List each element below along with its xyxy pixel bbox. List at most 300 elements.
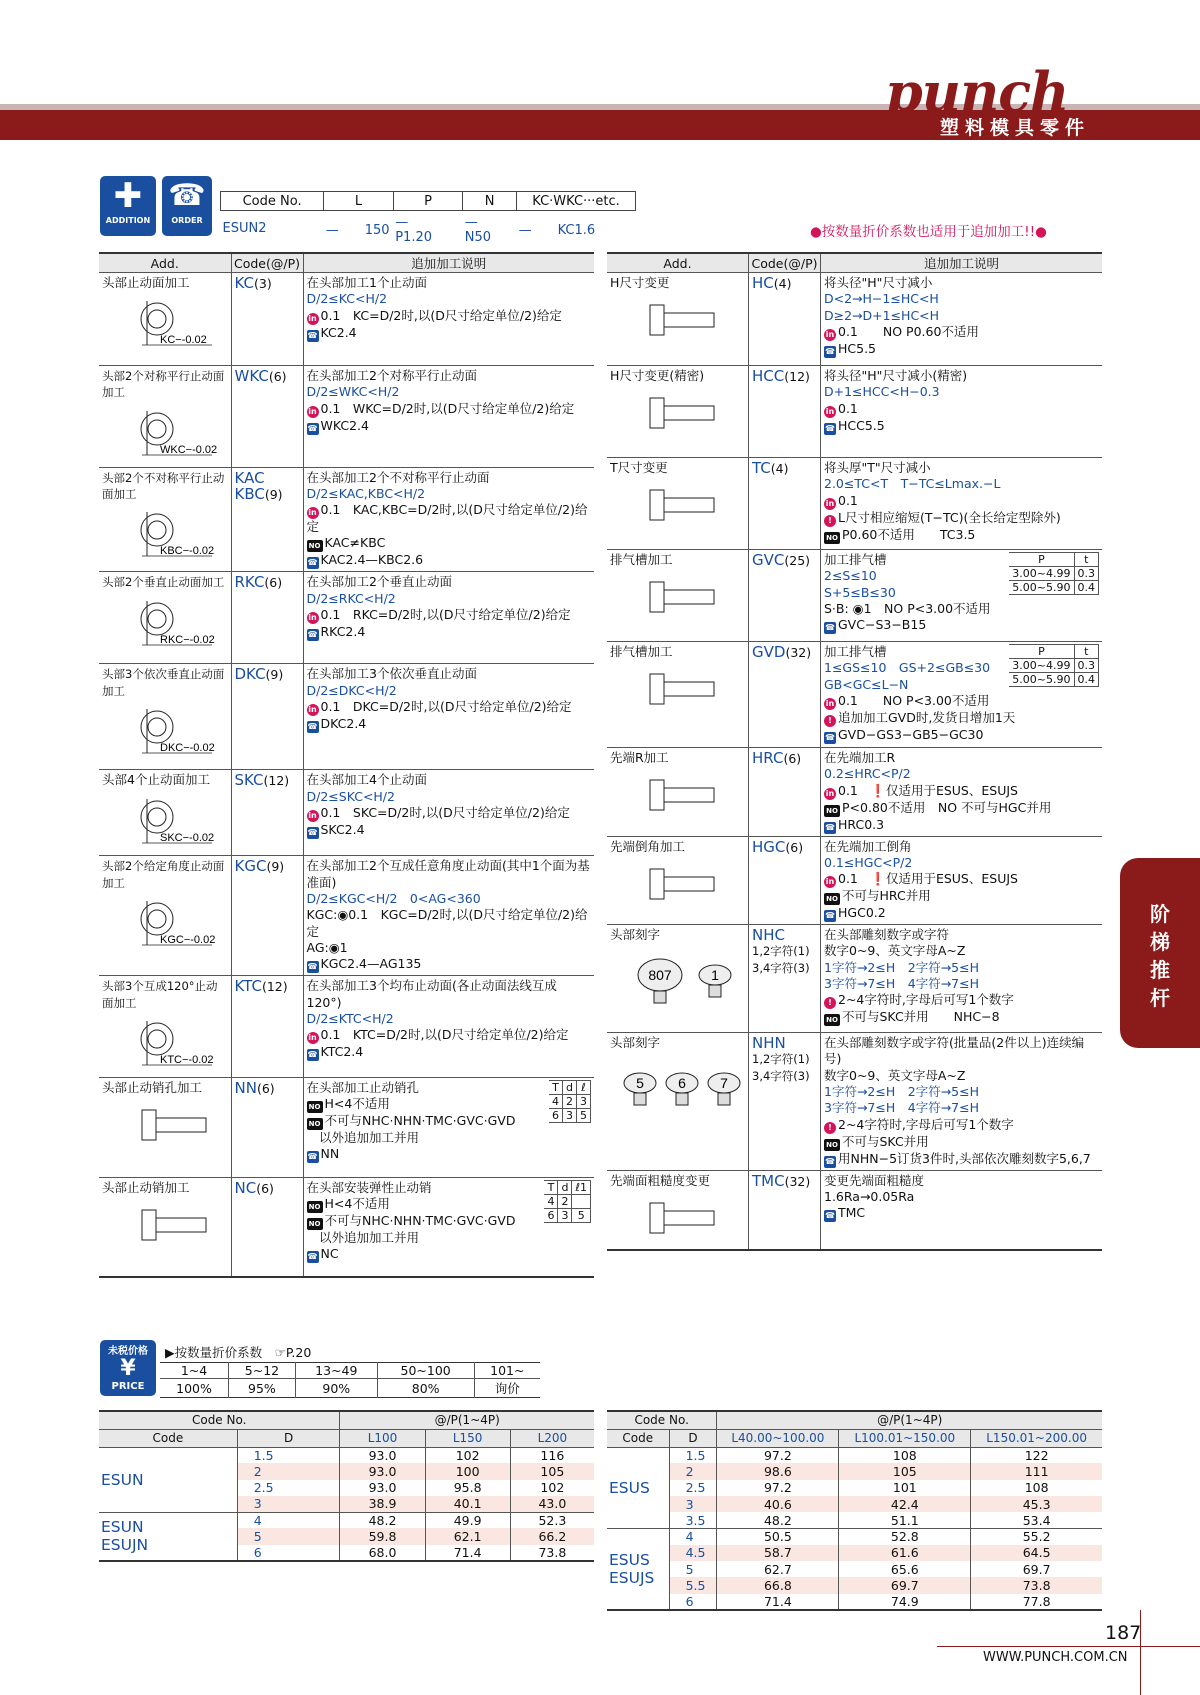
dimension-diagram — [112, 793, 222, 853]
desc-line: ☎ KC2.4 — [307, 324, 357, 340]
unit-price: 52.8 — [839, 1528, 971, 1544]
machining-desc-cell — [821, 550, 1103, 642]
machining-code: HRC(6) — [752, 749, 802, 767]
desc-line: ☎ SKC2.4 — [307, 822, 365, 838]
desc-line: ☎ GVC−S3−B15 — [825, 617, 927, 633]
pin-diagram — [620, 295, 730, 345]
unit-price: 116 — [510, 1447, 594, 1463]
desc-line: in 0.1 RKC=D/2时,以(D尺寸给定单位/2)给定 — [308, 607, 571, 623]
desc-line: in 0.1 NO P<3.00不适用 — [825, 692, 990, 708]
unit-price: 48.2 — [340, 1512, 425, 1528]
desc-line: NO 不可与NHC·NHN·TMC·GVC·GVD — [307, 1213, 592, 1230]
desc-line: 0.1≤HGC<P/2 — [824, 854, 913, 870]
order-example-icon: ☎ — [307, 1252, 318, 1262]
machining-desc-cell — [821, 1170, 1103, 1250]
machining-desc-cell — [821, 642, 1103, 748]
product-code: ESUS — [609, 1478, 650, 1497]
qty-range: 5~12 — [229, 1363, 296, 1379]
desc-line: in 0.1 SKC=D/2时,以(D尺寸给定单位/2)给定 — [308, 805, 570, 821]
machining-code: NN(6) — [234, 1078, 275, 1097]
footer-rule — [937, 1646, 1200, 1647]
svg-text:KTC−-0.02: KTC−-0.02 — [160, 1053, 214, 1066]
warning-icon: ! — [824, 715, 836, 727]
desc-line: 数字0~9、英文字母A~Z — [824, 943, 966, 959]
machining-charge: 1,2字符(1) 3,4字符(3) — [752, 1052, 810, 1083]
machining-row — [607, 550, 1102, 642]
price-row — [607, 1480, 1102, 1496]
machining-name: H尺寸变更(精密) — [610, 368, 705, 383]
machining-code-cell — [749, 642, 821, 748]
machining-code: NHC — [752, 926, 785, 945]
machining-desc-cell — [821, 836, 1103, 925]
unit-price: 61.6 — [839, 1545, 971, 1561]
machining-code-cell — [749, 1033, 821, 1170]
unit-price: 111 — [971, 1463, 1102, 1479]
desc-line: in 0.1 NO P0.60不适用 — [825, 323, 979, 339]
pin-diagram — [620, 572, 730, 622]
col-code: Code(@/P) — [231, 253, 303, 273]
qty-range: 101~ — [474, 1363, 540, 1379]
code-header-cell: Code No. — [221, 192, 324, 211]
desc-title: 在先端加工倒角 — [824, 838, 912, 854]
price-subhead: Code — [607, 1429, 669, 1447]
pin-diagram — [620, 1193, 730, 1243]
qty-range: 50~100 — [377, 1363, 474, 1379]
machining-row — [99, 664, 594, 770]
machining-code: KAC KBC(9) — [234, 468, 283, 503]
machining-name: 头部2个对称平行止动面加工 — [102, 369, 225, 400]
pin-diagram — [620, 480, 730, 530]
machining-desc-cell — [821, 273, 1103, 366]
svg-text:KBC−-0.02: KBC−-0.02 — [160, 545, 215, 558]
desc-line: D≥2→D+1≤HC<H — [824, 307, 940, 323]
machining-code-cell — [749, 273, 821, 366]
desc-line: 数字0~9、英文字母A~Z — [824, 1067, 966, 1083]
machining-name: 头部3个互成120°止动面加工 — [102, 979, 218, 1010]
price-subhead: L100 — [340, 1429, 425, 1447]
desc-line: S·B: ◉1 NO P<3.00不适用 — [824, 600, 991, 616]
machining-name-cell — [607, 273, 749, 366]
desc-title: 在头部雕刻数字或字符(批量品(2件以上)连续编号) — [824, 1035, 1085, 1067]
engraving-label: 1 — [711, 967, 719, 984]
desc-line: NO H<4不适用 — [307, 1096, 592, 1113]
machining-code: SKC(12) — [234, 771, 290, 790]
unit-price: 66.2 — [510, 1528, 594, 1544]
desc-title: 在头部加工2个互成任意角度止动面(其中1个面为基准面) — [306, 858, 590, 890]
unit-price: 95.8 — [425, 1480, 510, 1496]
desc-title: 在头部雕刻数字或字符 — [824, 927, 950, 943]
code-header-cell: L — [324, 192, 394, 211]
machining-code: KC(3) — [234, 274, 272, 292]
machining-charge: (32) — [785, 645, 812, 660]
machining-code-cell — [749, 836, 821, 925]
machining-charge: (9) — [264, 486, 283, 502]
qty-rate: 询价 — [474, 1379, 540, 1398]
machining-name-cell — [99, 1177, 231, 1277]
mini-spec-table: P t 3.00~4.99 0.3 5.00~5.90 0.4 — [1009, 552, 1099, 595]
price-discount-header: ▶按数量折价系数 ☞P.20 — [165, 1345, 312, 1360]
order-example-icon: ☎ — [307, 558, 318, 568]
mini-spec-table: T d ℓ 4 2 3 6 3 5 — [549, 1080, 591, 1123]
price-row — [99, 1447, 594, 1463]
product-code: ESUN — [101, 1470, 144, 1489]
desc-line: ! L尺寸相应缩短(T−TC)(全长给定型除外) — [824, 510, 1099, 527]
desc-line: 2.0≤TC<T T−TC≤Lmax.−L — [824, 476, 1001, 492]
diameter: 4 — [669, 1528, 717, 1544]
qty-range: 1~4 — [160, 1363, 229, 1379]
machining-row — [99, 467, 594, 572]
desc-line: 1.6Ra→0.05Ra — [824, 1188, 915, 1204]
machining-name: 头部3个依次垂直止动面加工 — [102, 667, 225, 698]
machining-name-cell — [99, 572, 231, 664]
unit-price: 38.9 — [340, 1496, 425, 1512]
machining-row — [99, 856, 594, 976]
desc-line: in 0.1 ❗仅适用于ESUS、ESUJS — [825, 871, 1018, 887]
desc-title: 在头部加工4个止动面 — [306, 772, 427, 788]
mini-spec-table: T d ℓ1 4 2 6 3 5 — [544, 1180, 591, 1223]
unit-price: 101 — [839, 1480, 971, 1496]
engraving-label: 5 — [636, 1075, 644, 1092]
machining-code: NC(6) — [234, 1178, 274, 1197]
desc-line: ☎ WKC2.4 — [307, 417, 369, 433]
desc-line: D/2≤KTC<H/2 — [306, 1010, 394, 1026]
price-row — [607, 1528, 1102, 1544]
qty-rate: 90% — [295, 1379, 377, 1398]
machining-unit-icon: in — [308, 406, 317, 416]
machining-code-cell — [231, 856, 303, 976]
unit-price: 40.6 — [717, 1496, 839, 1512]
price-row — [607, 1594, 1102, 1610]
desc-line: ☎ KGC2.4—AG135 — [307, 956, 422, 972]
desc-line: D/2≤KGC<H/2 0<AG<360 — [306, 891, 481, 907]
price-subhead: D — [237, 1429, 340, 1447]
price-table-esus — [607, 1410, 1102, 1611]
unit-price: 93.0 — [340, 1463, 425, 1479]
machining-name: 头部2个垂直止动面加工 — [102, 575, 225, 590]
unit-price: 53.4 — [971, 1512, 1102, 1528]
dimension-diagram — [112, 1015, 222, 1075]
desc-line: NO P0.60不适用 TC3.5 — [824, 527, 1099, 544]
machining-code-cell — [231, 770, 303, 856]
price-icon: 未税价格 ¥ PRICE — [100, 1340, 156, 1396]
price-subhead: L40.00~100.00 — [717, 1429, 839, 1447]
machining-code: HGC(6) — [752, 837, 804, 856]
desc-title: 将头径"H"尺寸减小(精密) — [824, 368, 968, 383]
unit-price: 51.1 — [839, 1512, 971, 1528]
warning-icon: ! — [824, 997, 836, 1009]
machining-code-cell — [231, 273, 303, 366]
unit-price: 108 — [971, 1480, 1102, 1496]
desc-line: ☎ HC5.5 — [825, 340, 877, 356]
desc-line: ! 2~4字符时,字母后可写1个数字 — [824, 1117, 1099, 1134]
brand-subtitle: 塑料模具零件 — [940, 117, 1091, 139]
desc-line: 1≤GS≤10 GS+2≤GB≤30 — [824, 660, 991, 676]
machining-row — [607, 748, 1102, 837]
desc-title: 将头厚"T"尺寸减小 — [824, 460, 931, 475]
desc-title: 在头部加工3个均布止动面(各止动面法线互成120°) — [306, 978, 557, 1010]
diameter: 4 — [237, 1512, 340, 1528]
unit-price: 62.1 — [425, 1528, 510, 1544]
desc-line: D/2≤KC<H/2 — [306, 291, 388, 307]
order-example-icon: ☎ — [307, 630, 318, 640]
machining-row — [99, 1077, 594, 1177]
desc-line: D+1≤HCC<H−0.3 — [824, 384, 940, 400]
desc-line: 3字符→7≤H 4字符→7≤H — [824, 1100, 980, 1116]
additional-machining-table-left — [99, 252, 594, 1278]
machining-name: 排气槽加工 — [610, 552, 673, 567]
desc-title: 在头部加工2个不对称平行止动面 — [306, 469, 490, 485]
unit-price: 71.4 — [425, 1545, 510, 1561]
machining-charge: (12) — [263, 773, 290, 789]
desc-line: ☎ NN — [307, 1146, 340, 1162]
desc-title: 变更先端面粗糙度 — [824, 1172, 925, 1188]
price-row — [607, 1545, 1102, 1561]
machining-charge: (3) — [254, 276, 272, 291]
machining-code: KGC(9) — [234, 857, 285, 876]
machining-desc-cell — [303, 856, 594, 976]
machining-row — [607, 836, 1102, 925]
machining-code: HC(4) — [752, 274, 792, 292]
machining-desc-cell — [303, 366, 594, 468]
desc-line: ☎ HRC0.3 — [825, 816, 885, 832]
machining-code-cell — [231, 1077, 303, 1177]
machining-row — [99, 366, 594, 468]
unit-price: 42.4 — [839, 1496, 971, 1512]
desc-line: D/2≤WKC<H/2 — [306, 384, 400, 400]
machining-unit-icon: in — [308, 705, 317, 715]
desc-title: 在头部加工3个依次垂直止动面 — [306, 666, 477, 682]
price-subhead: L200 — [510, 1429, 594, 1447]
machining-name: 头部2个给定角度止动面加工 — [102, 859, 225, 890]
desc-line: D/2≤RKC<H/2 — [306, 590, 396, 606]
svg-text:SKC−-0.02: SKC−-0.02 — [160, 831, 215, 844]
machining-name: 头部刻字 — [610, 1035, 661, 1051]
code-example-value: — N50 — [464, 215, 504, 245]
discount-note: ●按数量折价系数也适用于追加加工!!● — [810, 224, 1047, 240]
svg-text:KC−-0.02: KC−-0.02 — [160, 334, 207, 347]
desc-line: 1字符→2≤H 2字符→5≤H — [824, 959, 980, 975]
desc-line: in 0.1 KC=D/2时,以(D尺寸给定单位/2)给定 — [308, 307, 562, 323]
machining-code-cell — [231, 366, 303, 468]
machining-code: HCC(12) — [752, 367, 810, 385]
machining-charge: (6) — [268, 369, 287, 384]
pin-diagram — [620, 664, 730, 714]
unit-price: 105 — [510, 1463, 594, 1479]
machining-code-cell — [231, 664, 303, 770]
machining-name-cell — [99, 366, 231, 468]
warning-icon: ! — [824, 1122, 836, 1134]
machining-charge: (12) — [784, 369, 810, 384]
desc-line: NO 不可与NHC·NHN·TMC·GVC·GVD — [307, 1113, 592, 1130]
code-header-cell: P — [393, 192, 463, 211]
not-applicable-icon: NO — [824, 532, 840, 544]
not-applicable-icon: NO — [307, 1101, 323, 1113]
dimension-diagram — [112, 595, 222, 655]
desc-line: ☎ NC — [307, 1246, 339, 1262]
order-example-icon: ☎ — [825, 732, 835, 742]
machining-desc-cell — [821, 458, 1103, 550]
svg-text:DKC−-0.02: DKC−-0.02 — [160, 742, 215, 755]
machining-name-cell — [607, 550, 749, 642]
machining-row — [607, 642, 1102, 748]
price-row — [99, 1512, 594, 1528]
unit-price: 71.4 — [717, 1594, 839, 1610]
desc-line: ☎ HCC5.5 — [825, 417, 885, 433]
machining-unit-icon: in — [308, 508, 317, 518]
machining-code-cell — [749, 925, 821, 1033]
machining-desc-cell — [821, 1033, 1103, 1170]
machining-name-cell — [607, 1033, 749, 1170]
desc-line: ☎ 用NHN−5订货3件时,头部依次雕刻数字5,6,7 — [825, 1150, 1091, 1166]
desc-line: 0.2≤HRC<P/2 — [824, 766, 911, 782]
machining-charge: (25) — [784, 553, 811, 568]
machining-unit-icon: in — [825, 498, 835, 508]
machining-name: 先端面粗糙度变更 — [610, 1172, 711, 1188]
price-row — [607, 1463, 1102, 1479]
diameter: 1.5 — [237, 1447, 340, 1463]
svg-text:WKC−-0.02: WKC−-0.02 — [160, 443, 218, 456]
unit-price: 69.7 — [971, 1561, 1102, 1577]
unit-price: 52.3 — [510, 1512, 594, 1528]
page-number: 187 — [1105, 1622, 1142, 1644]
not-applicable-icon: NO — [824, 1139, 840, 1151]
machining-charge: (6) — [256, 1180, 274, 1196]
machining-code: WKC(6) — [234, 367, 287, 385]
unit-price: 93.0 — [340, 1480, 425, 1496]
desc-line: in 0.1 WKC=D/2时,以(D尺寸给定单位/2)给定 — [308, 400, 575, 416]
qty-rate: 100% — [176, 1380, 212, 1396]
machining-unit-icon: in — [308, 1033, 317, 1043]
unit-price: 100 — [425, 1463, 510, 1479]
engraving-diagram — [620, 947, 745, 1013]
price-head-code: Code No. — [607, 1411, 717, 1429]
machining-row — [607, 1170, 1102, 1250]
section-side-tab: 阶 梯 推 杆 — [1120, 858, 1200, 1048]
order-example-icon: ☎ — [825, 1211, 835, 1221]
machining-name-cell — [99, 664, 231, 770]
desc-line: ☎ HGC0.2 — [825, 905, 886, 921]
price-subhead: L150.01~200.00 — [971, 1429, 1102, 1447]
machining-name-cell — [99, 1077, 231, 1177]
price-head-value: @/P(1~4P) — [717, 1411, 1102, 1429]
price-row — [607, 1512, 1102, 1528]
desc-line: NO 不可与SKC并用 NHC−8 — [824, 1009, 1099, 1026]
machining-name: 头部止动销加工 — [102, 1179, 190, 1195]
desc-line: 3字符→7≤H 4字符→7≤H — [824, 976, 980, 992]
machining-unit-icon: in — [825, 329, 835, 339]
machining-name-cell — [607, 836, 749, 925]
order-example-icon: ☎ — [825, 822, 835, 832]
diameter: 2.5 — [669, 1480, 717, 1496]
desc-line: in 0.1 KTC=D/2时,以(D尺寸给定单位/2)给定 — [308, 1027, 569, 1043]
additional-machining-table-right: Add. Code(@/P) 追加加工说明 H尺寸变更 HC(4) 将头径"H"尺寸减小 D<2→H−1≤HC<H D≥2→D+1≤HC<H in 0.1 NO P0.60不适用 ☎ HC5.5 H尺寸变更(精密) HCC(12) 将头径"H"尺寸减小(精密) D+1≤HCC<H−0.3 in 0.1 ☎ HCC5.5 T尺寸变更 TC(4) 将头厚"T"尺寸减小 2.0≤TC<T T−TC≤Lmax.−L in 0.1 ! L尺寸相应缩短(T−TC)(全长给定型除外) NO P0.60不适用 TC3.5 排气槽加工 GVC(25) P t 3.00~4.99 0.3 5.00~5.90 0.4 加工排气槽 2≤S≤10 S+5≤B≤30 S·B: ◉1 NO P<3.00不适用 ☎ GVC−S3−B15 排气槽加工 GVD(32) P t 3.00~4.99 0.3 5.00~5.90 0.4 加工排气槽 1≤GS≤10 GS+2≤GB≤30 GB<GC≤L−N in 0.1 NO P<3.00不适用 ! 追加加工GVD时,发货日增加1天 ☎ GVD−GS3−GB5−GC30 先端R加工 HRC(6) 在先端加工R 0.2≤HRC<P/2 in 0.1 ❗仅适用于ESUS、ESUJS NO P<0.80不适用 NO 不可与HGC并用 ☎ HRC0.3 先端倒角加工 HGC(6) 在先端加工倒角 0.1≤HGC<P/2 in 0.1 ❗仅适用于ESUS、ESUJS NO 不可与HRC并用 ☎ HGC0.2 头部刻字 807 1 NHC 1,2字符(1) 3,4字符(3) 在头部雕刻数字或字符 数字0~9、英文字母A~Z 1字符→2≤H 2字符→5≤H 3字符→7≤H 4字符→7≤H ! 2~4字符时,字母后可写1个数字 NO 不可与SKC并用 NHC−8 头部刻字 5 6 7 NHN 1,2字符(1) 3,4字符(3) 在头部雕刻数字或字符(批量品(2件以上)连续编号) 数字0~9、英文字母A~Z 1字符→2≤H 2字符→5≤H 3字符→7≤H 4字符→7≤H ! 2~4字符时,字母后可写1个数字 NO 不可与SKC并用 ☎ 用NHN−5订货3件时,头部依次雕刻数字5,6,7 先端面粗糙度变更 TMC(32) 变更先端面粗糙度 1.6Ra→0.05Ra ☎ TMC — [607, 252, 1102, 1251]
desc-line: 2≤S≤10 — [824, 568, 877, 584]
diameter: 5.5 — [669, 1577, 717, 1593]
machining-unit-icon: in — [825, 877, 835, 887]
machining-unit-icon: in — [825, 698, 835, 708]
machining-code-cell — [749, 458, 821, 550]
code-header-cell: KC·WKC···etc. — [517, 192, 636, 211]
machining-code: KTC(12) — [234, 977, 288, 996]
dimension-diagram — [112, 405, 222, 465]
desc-line: ☎ DKC2.4 — [307, 716, 367, 732]
desc-title: 在头部安装弹性止动销 — [306, 1179, 432, 1195]
not-applicable-icon: NO — [307, 540, 323, 552]
unit-price: 102 — [510, 1480, 594, 1496]
machining-charge: (6) — [264, 575, 283, 591]
diameter: 5 — [669, 1561, 717, 1577]
machining-desc-cell — [821, 925, 1103, 1033]
price-subhead: L150 — [425, 1429, 510, 1447]
machining-row — [607, 925, 1102, 1033]
machining-row — [607, 273, 1102, 366]
machining-desc-cell — [303, 572, 594, 664]
col-desc: 追加加工说明 — [303, 253, 594, 273]
unit-price: 68.0 — [340, 1545, 425, 1561]
order-example-icon: ☎ — [307, 828, 318, 838]
machining-row — [99, 976, 594, 1078]
machining-charge: (6) — [783, 751, 802, 766]
unit-price: 97.2 — [717, 1447, 839, 1463]
unit-price: 45.3 — [971, 1496, 1102, 1512]
unit-price: 93.0 — [340, 1447, 425, 1463]
order-example-icon: ☎ — [825, 346, 835, 356]
desc-line: ! 追加加工GVD时,发货日增加1天 — [824, 710, 1099, 727]
machining-name-cell — [607, 458, 749, 550]
code-example-table — [220, 191, 636, 245]
qty-range: 13~49 — [295, 1363, 377, 1379]
price-row — [607, 1577, 1102, 1593]
not-applicable-icon: NO — [824, 805, 840, 817]
price-subhead: L100.01~150.00 — [839, 1429, 971, 1447]
machining-name: 排气槽加工 — [610, 644, 673, 659]
machining-desc-cell — [821, 366, 1103, 458]
machining-unit-icon: in — [825, 406, 835, 416]
code-example-value: — P1.20 — [395, 215, 435, 245]
machining-desc-cell — [303, 467, 594, 572]
desc-line: in 0.1 DKC=D/2时,以(D尺寸给定单位/2)给定 — [308, 699, 572, 715]
unit-price: 73.8 — [510, 1545, 594, 1561]
addition-icon: ✚ ADDITION — [100, 176, 156, 236]
not-applicable-icon: NO — [307, 1118, 323, 1130]
engraving-diagram — [620, 1055, 745, 1121]
code-header-cell: N — [463, 192, 517, 211]
dimension-diagram — [112, 295, 222, 355]
machining-name-cell — [99, 976, 231, 1078]
unit-price: 74.9 — [839, 1594, 971, 1610]
unit-price: 69.7 — [839, 1577, 971, 1593]
pin-diagram — [620, 859, 730, 909]
machining-code: NHN — [752, 1034, 786, 1053]
machining-code-cell — [231, 976, 303, 1078]
machining-name: 先端R加工 — [610, 750, 669, 765]
machining-desc-cell — [303, 1177, 594, 1277]
desc-line: ! 2~4字符时,字母后可写1个数字 — [824, 992, 1099, 1009]
unit-price: 108 — [839, 1447, 971, 1463]
machining-name: H尺寸变更 — [610, 275, 670, 290]
machining-row — [607, 1033, 1102, 1170]
engraving-label: 6 — [678, 1075, 686, 1092]
machining-code-cell — [231, 572, 303, 664]
unit-price: 97.2 — [717, 1480, 839, 1496]
machining-desc-cell — [303, 976, 594, 1078]
machining-desc-cell — [821, 748, 1103, 837]
svg-text:KGC−-0.02: KGC−-0.02 — [160, 934, 216, 947]
desc-line: NO H<4不适用 — [307, 1196, 592, 1213]
machining-name-cell — [99, 856, 231, 976]
unit-price: 77.8 — [971, 1594, 1102, 1610]
pin-diagram — [620, 770, 730, 820]
